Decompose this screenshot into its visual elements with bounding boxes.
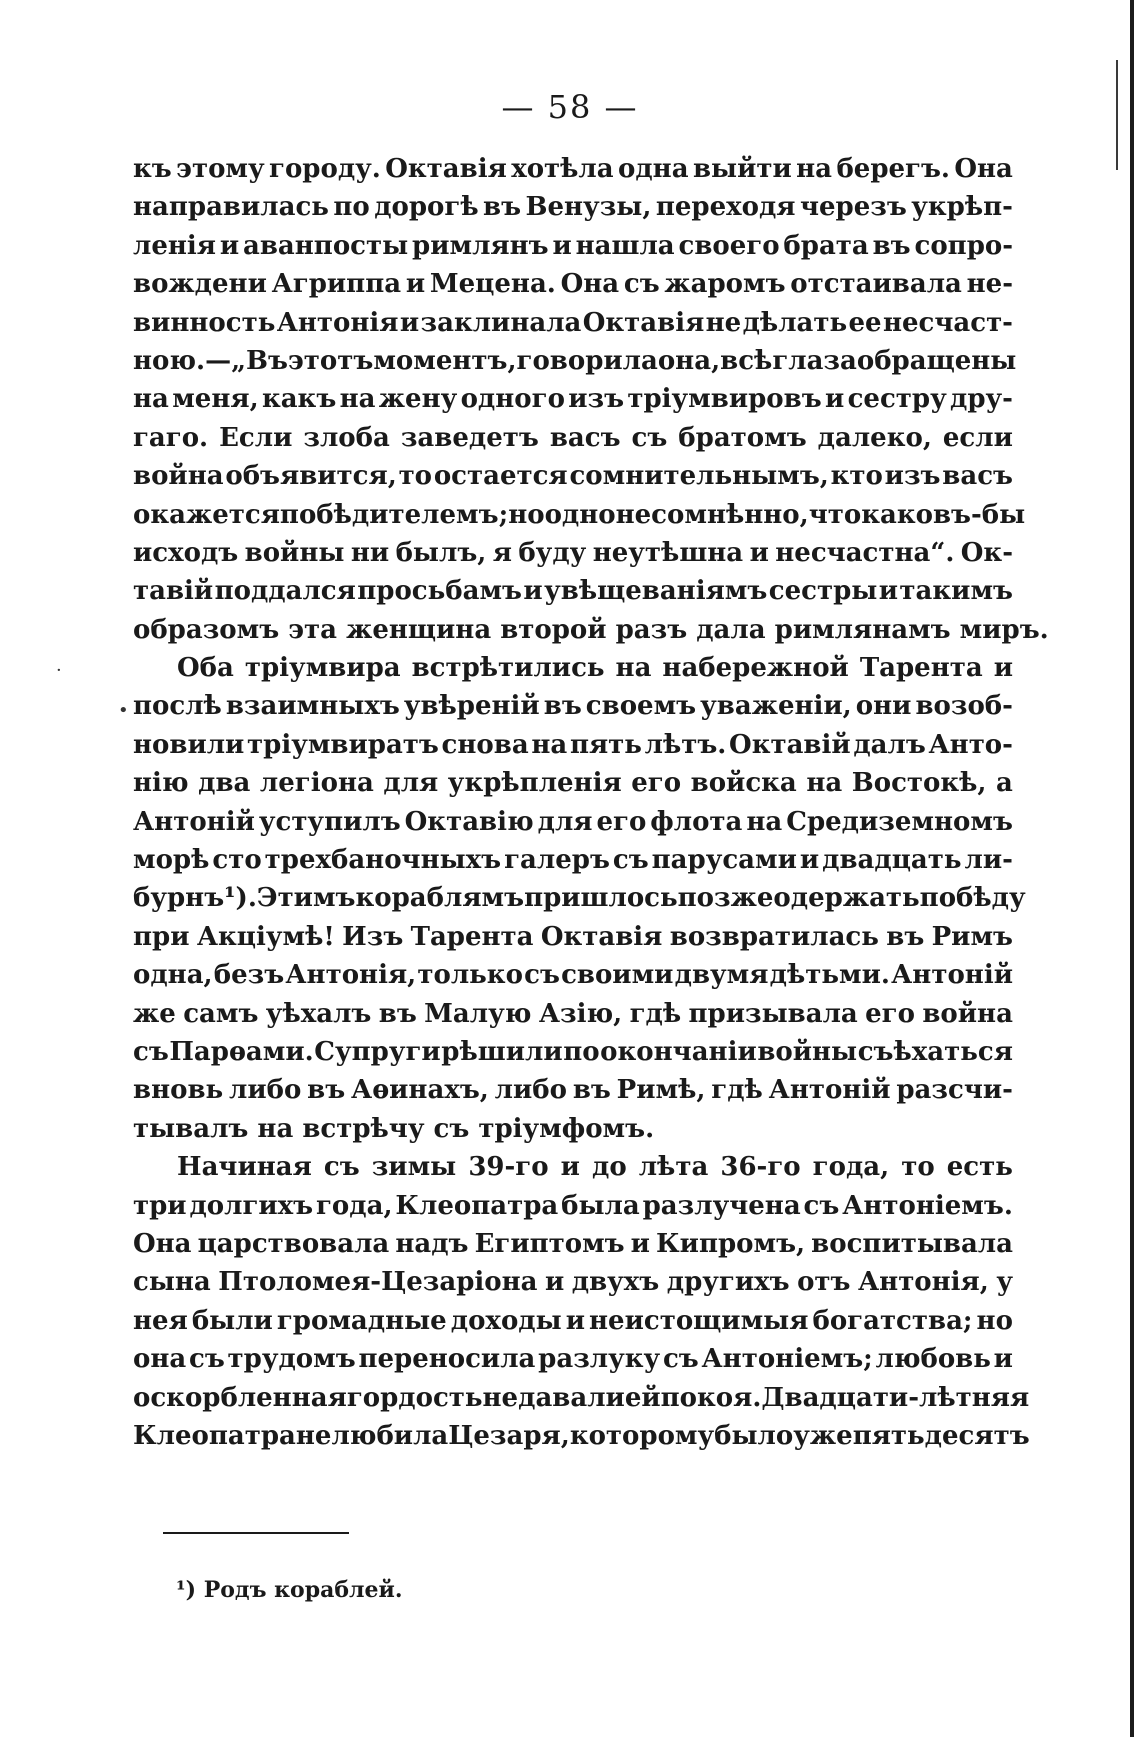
text-line: бурнъ ¹). Этимъ кораблямъ пришлось позже одержать побѣду xyxy=(133,883,1026,914)
stray-dot: • xyxy=(118,700,129,721)
text-line: исходъ войны ни былъ, я буду неутѣшна и несчастна“. Ок- xyxy=(133,537,1013,568)
body-text xyxy=(133,150,1049,1455)
text-line: послѣ взаимныхъ увѣреній въ своемъ уваженіи, они возоб- xyxy=(133,691,1013,722)
footnote xyxy=(176,1577,403,1603)
text-line: на меня, какъ на жену одного изъ тріумвировъ и сестру дру- xyxy=(133,384,1013,415)
text-line: Антоній уступилъ Октавію для его флота на Средиземномъ xyxy=(133,806,1013,837)
page-edge-line xyxy=(1130,0,1134,1737)
text-line: винность Антонія и заклинала Октавія не дѣлать ее несчаст- xyxy=(133,307,1013,338)
text-line: сына Птоломея-Цезаріона и двухъ другихъ отъ Антонія, у xyxy=(133,1267,1013,1298)
footnote-marker: ¹) xyxy=(176,1577,197,1603)
footnote-text: Родъ кораблей. xyxy=(203,1577,403,1603)
text-line: же самъ уѣхалъ въ Малую Азію, гдѣ призывала его война xyxy=(133,998,1013,1029)
text-line: направилась по дорогѣ въ Венузы, переходя черезъ укрѣп- xyxy=(133,192,1013,223)
stray-dot: · xyxy=(56,660,62,681)
footnote-rule xyxy=(163,1532,349,1534)
text-line: вновь либо въ Аѳинахъ, либо въ Римѣ, гдѣ Антоній разсчи- xyxy=(133,1075,1013,1106)
text-line: ленія и аванпосты римлянъ и нашла своего брата въ сопро- xyxy=(133,230,1013,261)
text-line: новили тріумвиратъ снова на пять лѣтъ. Октавій далъ Анто- xyxy=(133,729,1013,760)
text-line: морѣ сто трехбаночныхъ галеръ съ парусами и двадцать ли- xyxy=(133,845,1013,876)
text-line: одна, безъ Антонія, только съ своими двумя дѣтьми. Антоній xyxy=(133,960,1013,991)
text-line: при Акціумѣ! Изъ Тарента Октавія возвратилась въ Римъ xyxy=(133,921,1013,952)
text-line: ною.—„Въ этотъ моментъ, говорила она, всѣ глаза обращены xyxy=(133,345,1017,376)
text-line: война объявится, то остается сомнительнымъ, кто изъ васъ xyxy=(133,461,1013,492)
text-line: три долгихъ года, Клеопатра была разлучена съ Антоніемъ. xyxy=(133,1190,1013,1221)
text-line: нея были громадные доходы и неистощимыя богатства; но xyxy=(133,1305,1013,1336)
text-line: она съ трудомъ переносила разлуку съ Антоніемъ; любовь и xyxy=(133,1344,1013,1375)
text-line: окажется побѣдителемъ; но одно несомнѣнно, что каковъ-бы xyxy=(133,499,1026,530)
text-line: вождени Агриппа и Мецена. Она съ жаромъ отстаивала не- xyxy=(133,269,1013,300)
text-line: къ этому городу. Октавія хотѣла одна выйти на берегъ. Она xyxy=(133,154,1013,184)
text-line: Она царствовала надъ Египтомъ и Кипромъ, воспитывала xyxy=(133,1228,1013,1259)
page-number: — 58 — xyxy=(501,88,639,126)
text-line: нію два легіона для укрѣпленія его войска на Востокѣ, а xyxy=(133,768,1013,799)
text-line: Начиная съ зимы 39-го и до лѣта 36-го года, то есть xyxy=(177,1152,1013,1183)
text-line: образомъ эта женщина второй разъ дала римлянамъ миръ. xyxy=(133,614,1049,645)
text-line: оскорбленная гордость не давали ей покоя. Двадцати-лѣтняя xyxy=(133,1382,1030,1413)
text-line: съ Парѳами. Супруги рѣшили по окончаніи войны съѣхаться xyxy=(133,1036,1013,1067)
text-line: Клеопатра не любила Цезаря, которому было уже пятьдесятъ xyxy=(133,1420,1030,1451)
text-line: тывалъ на встрѣчу съ тріумфомъ. xyxy=(133,1113,655,1144)
text-line: гаго. Если злоба заведетъ васъ съ братомъ далеко, если xyxy=(133,422,1013,453)
text-line: тавій поддался просьбамъ и увѣщеваніямъ сестры и такимъ xyxy=(133,576,1013,607)
text-line: Оба тріумвира встрѣтились на набережной Тарента и xyxy=(177,653,1013,684)
